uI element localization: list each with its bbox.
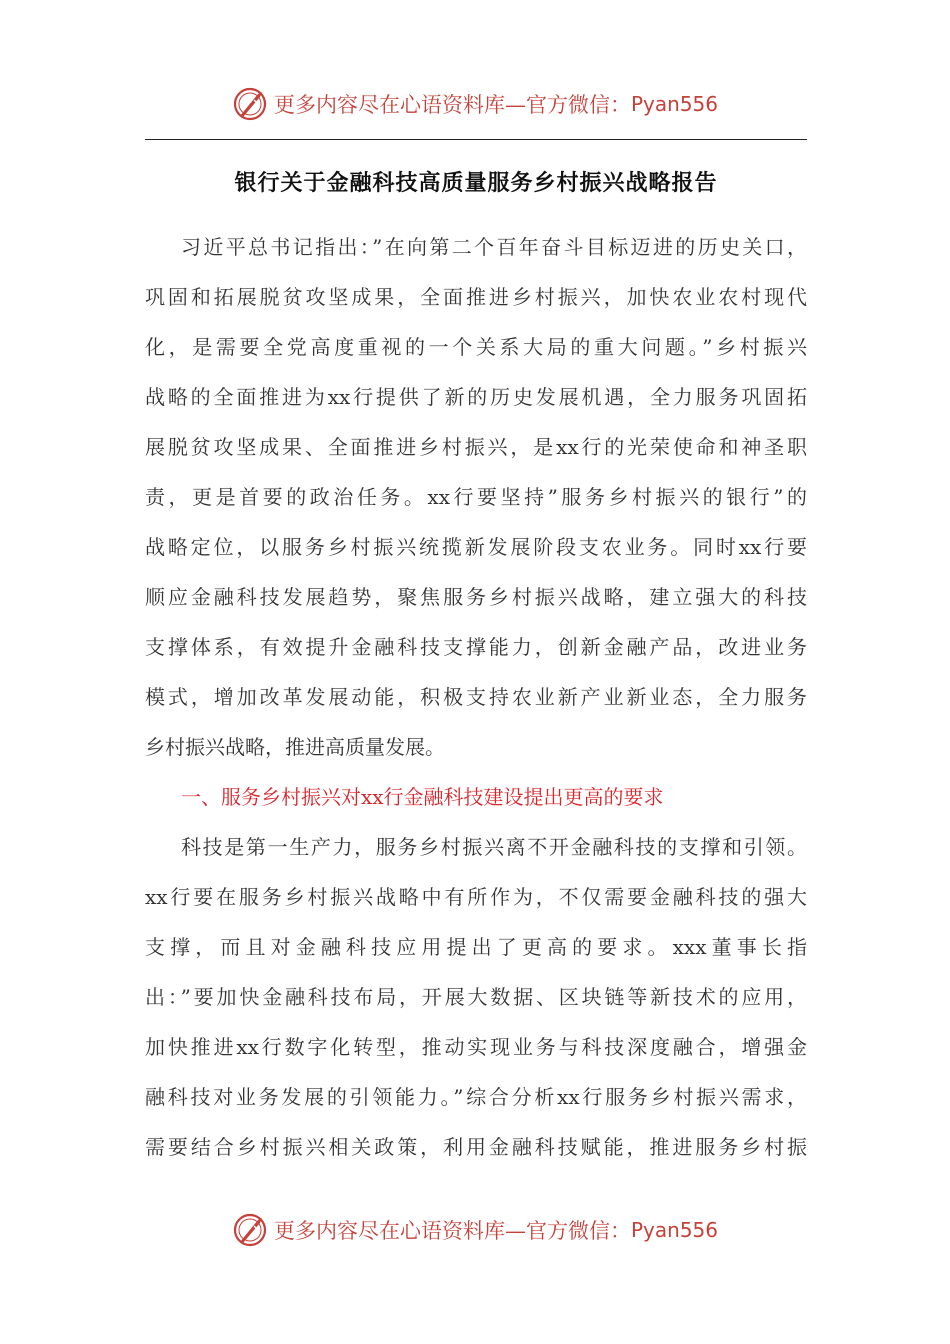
text-line: 乡村振兴战略，推进高质量发展。 bbox=[145, 735, 445, 759]
quill-pen-logo-icon bbox=[232, 1212, 268, 1248]
text-line: 融科技对业务发展的引领能力。”综合分析xx行服务乡村振兴需求， bbox=[145, 1085, 807, 1109]
text-line: 加快推进xx行数字化转型，推动实现业务与科技深度融合，增强金 bbox=[145, 1035, 807, 1059]
section-heading: 一、服务乡村振兴对xx行金融科技建设提出更高的要求 bbox=[181, 785, 664, 809]
text-line: 支撑体系，有效提升金融科技支撑能力，创新金融产品，改进业务 bbox=[145, 635, 807, 659]
banner-text: 更多内容尽在心语资料库—官方微信： bbox=[273, 1219, 631, 1243]
banner-wechat-id: Pyan556 bbox=[630, 92, 718, 116]
text-line: 化，是需要全党高度重视的一个关系大局的重大问题。”乡村振兴 bbox=[145, 335, 807, 359]
text-line: 展脱贫攻坚成果、全面推进乡村振兴，是xx行的光荣使命和神圣职 bbox=[145, 435, 807, 459]
text-line: 模式，增加改革发展动能，积极支持农业新产业新业态，全力服务 bbox=[145, 685, 807, 709]
header-divider bbox=[145, 139, 807, 140]
text-line: xx行要在服务乡村振兴战略中有所作为，不仅需要金融科技的强大 bbox=[145, 885, 807, 909]
banner-wechat-id: Pyan556 bbox=[630, 1218, 718, 1242]
text-line: 科技是第一生产力，服务乡村振兴离不开金融科技的支撑和引领。 bbox=[181, 835, 807, 859]
document-body bbox=[145, 222, 807, 1172]
text-line: 战略的全面推进为xx行提供了新的历史发展机遇，全力服务巩固拓 bbox=[145, 385, 807, 409]
text-line: 巩固和拓展脱贫攻坚成果，全面推进乡村振兴，加快农业农村现代 bbox=[145, 285, 807, 309]
text-line: 支撑，而且对金融科技应用提出了更高的要求。xxx董事长指 bbox=[145, 935, 807, 959]
quill-pen-logo-icon bbox=[232, 86, 268, 122]
text-line: 战略定位，以服务乡村振兴统揽新发展阶段支农业务。同时xx行要 bbox=[145, 535, 807, 559]
document-title: 银行关于金融科技高质量服务乡村振兴战略报告 bbox=[234, 170, 718, 196]
text-line: 顺应金融科技发展趋势，聚焦服务乡村振兴战略，建立强大的科技 bbox=[145, 585, 807, 609]
text-line: 出：”要加快金融科技布局，开展大数据、区块链等新技术的应用， bbox=[145, 985, 807, 1009]
text-line: 责，更是首要的政治任务。xx行要坚持”服务乡村振兴的银行”的 bbox=[145, 485, 807, 509]
header-watermark-banner bbox=[0, 84, 950, 124]
text-line: 习近平总书记指出：”在向第二个百年奋斗目标迈进的历史关口， bbox=[181, 235, 807, 259]
banner-text: 更多内容尽在心语资料库—官方微信： bbox=[273, 93, 631, 117]
text-line: 需要结合乡村振兴相关政策，利用金融科技赋能，推进服务乡村振 bbox=[145, 1135, 807, 1159]
footer-watermark-banner bbox=[0, 1210, 950, 1250]
